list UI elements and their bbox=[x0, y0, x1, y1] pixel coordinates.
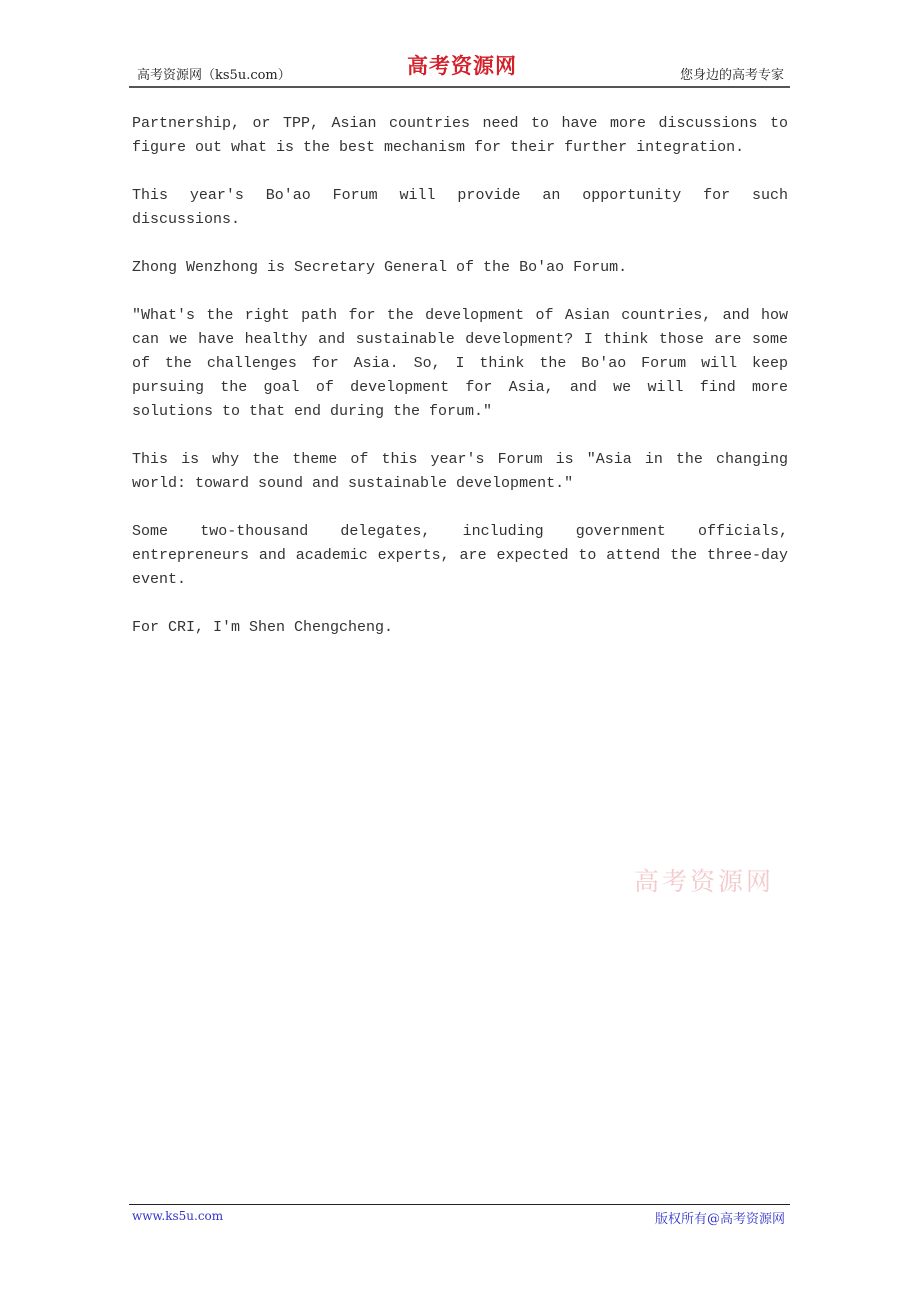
paragraph: "What's the right path for the development of Asian countries, and how can we have healthy and sustainable development? I think those are some of the challenges for Asia. So, I think the Bo'ao Forum will keep pursuing the goal of development for Asia, and we will find more solutions to that end during the forum." bbox=[132, 307, 788, 420]
document-body bbox=[132, 112, 788, 664]
paragraph: This year's Bo'ao Forum will provide an opportunity for such discussions. bbox=[132, 187, 788, 228]
header-logo: 高考资源网 bbox=[407, 53, 517, 78]
paragraph: Zhong Wenzhong is Secretary General of the Bo'ao Forum. bbox=[132, 259, 628, 276]
paragraph: Some two-thousand delegates, including government officials, entrepreneurs and academic experts, are expected to attend the three-day event. bbox=[132, 523, 788, 588]
footer-copyright: 版权所有@高考资源网 bbox=[654, 1212, 785, 1227]
paragraph: For CRI, I'm Shen Chengcheng. bbox=[132, 619, 394, 636]
footer-link[interactable]: www.ks5u.com bbox=[132, 1209, 224, 1223]
page-header bbox=[129, 52, 790, 88]
paragraph: Partnership, or TPP, Asian countries need to have more discussions to figure out what is the best mechanism for their further integration. bbox=[132, 115, 788, 156]
header-slogan: 您身边的高考专家 bbox=[679, 68, 784, 83]
page-footer bbox=[129, 1204, 790, 1227]
paragraph: This is why the theme of this year's Forum is "Asia in the changing world: toward sound and sustainable development." bbox=[132, 451, 788, 492]
header-site-name: 高考资源网（ks5u.com） bbox=[137, 68, 291, 83]
watermark: 高考资源网 bbox=[634, 867, 775, 896]
